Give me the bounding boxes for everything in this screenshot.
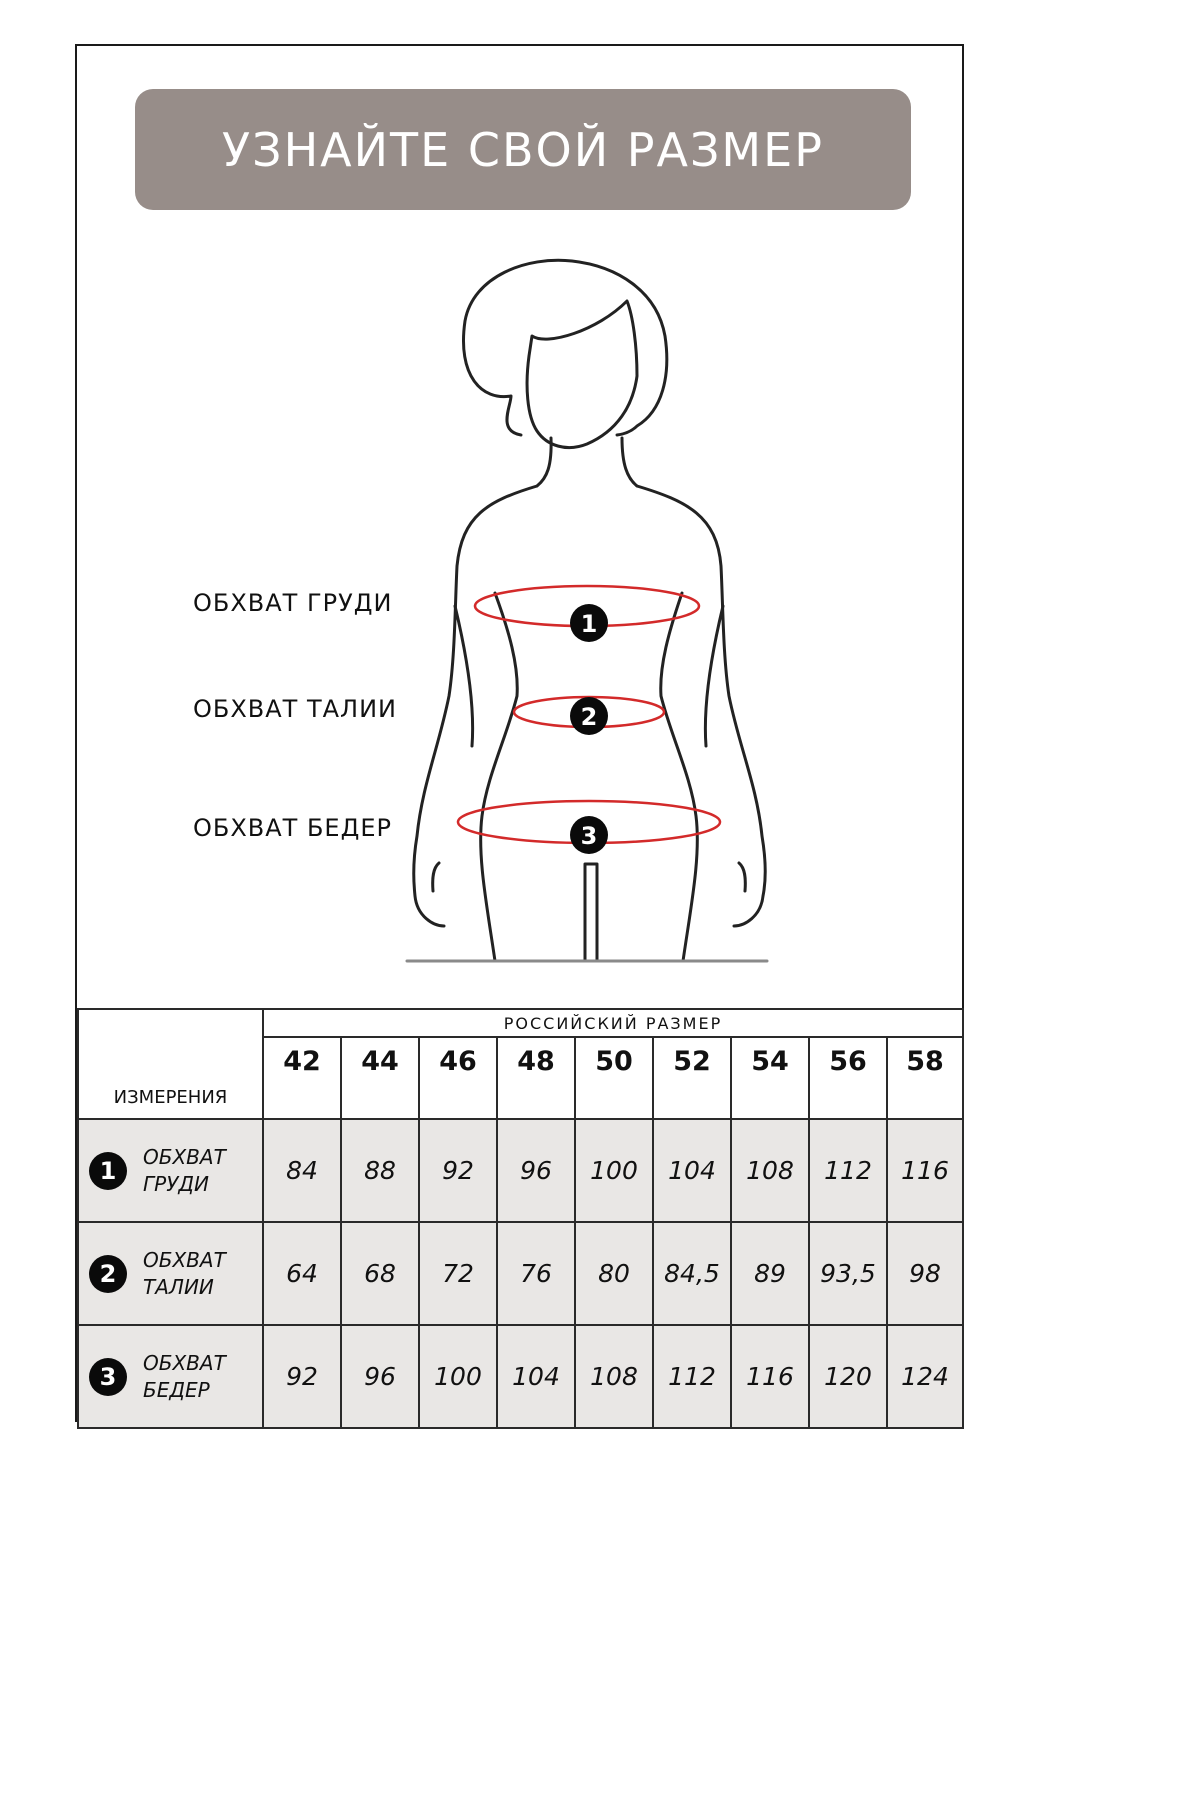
number-3-icon: 3 xyxy=(89,1358,127,1396)
body-measurement-figure xyxy=(77,46,962,1008)
table-cell: 92 xyxy=(419,1119,497,1222)
table-cell: 98 xyxy=(887,1222,963,1325)
row-label-line2: ГРУДИ xyxy=(143,1171,209,1196)
size-header: 56 xyxy=(809,1037,887,1119)
table-cell: 76 xyxy=(497,1222,575,1325)
marker-2-number: 2 xyxy=(580,703,598,731)
size-header: 42 xyxy=(263,1037,341,1119)
number-1-icon: 1 xyxy=(89,1152,127,1190)
table-cell: 72 xyxy=(419,1222,497,1325)
table-cell: 88 xyxy=(341,1119,419,1222)
table-cell: 100 xyxy=(575,1119,653,1222)
size-table xyxy=(77,1008,962,1429)
table-cell: 116 xyxy=(731,1325,809,1428)
size-header: 58 xyxy=(887,1037,963,1119)
table-cell: 116 xyxy=(887,1119,963,1222)
row-label-line1: ОБХВАТ xyxy=(143,1247,226,1272)
number-2-icon: 2 xyxy=(89,1255,127,1293)
row-label-line2: ТАЛИИ xyxy=(143,1274,214,1299)
table-cell: 104 xyxy=(497,1325,575,1428)
table-cell: 96 xyxy=(497,1119,575,1222)
table-cell: 96 xyxy=(341,1325,419,1428)
face-outline xyxy=(527,301,637,448)
row-label-waist xyxy=(78,1222,263,1325)
table-row xyxy=(78,1222,963,1325)
torso-right xyxy=(661,593,698,961)
row-label-line2: БЕДЕР xyxy=(143,1377,210,1402)
size-group-header: РОССИЙСКИЙ РАЗМЕР xyxy=(263,1009,963,1037)
leg-gap xyxy=(585,864,597,961)
table-row xyxy=(78,1119,963,1222)
page-title: УЗНАЙТЕ СВОЙ РАЗМЕР xyxy=(135,89,911,210)
row-label-line1: ОБХВАТ xyxy=(143,1350,226,1375)
table-cell: 84,5 xyxy=(653,1222,731,1325)
size-header: 54 xyxy=(731,1037,809,1119)
waist-label: ОБХВАТ ТАЛИИ xyxy=(193,695,397,723)
measure-header: ИЗМЕРЕНИЯ xyxy=(78,1009,263,1119)
table-cell: 68 xyxy=(341,1222,419,1325)
row-label-line1: ОБХВАТ xyxy=(143,1144,226,1169)
size-header: 44 xyxy=(341,1037,419,1119)
size-header: 46 xyxy=(419,1037,497,1119)
table-cell: 100 xyxy=(419,1325,497,1428)
hips-label: ОБХВАТ БЕДЕР xyxy=(193,814,392,842)
chest-label: ОБХВАТ ГРУДИ xyxy=(193,589,393,617)
table-cell: 120 xyxy=(809,1325,887,1428)
size-header: 48 xyxy=(497,1037,575,1119)
table-cell: 89 xyxy=(731,1222,809,1325)
table-cell: 124 xyxy=(887,1325,963,1428)
marker-1-number: 1 xyxy=(580,610,598,638)
size-chart-frame xyxy=(75,44,964,1422)
table-cell: 84 xyxy=(263,1119,341,1222)
table-cell: 108 xyxy=(575,1325,653,1428)
table-cell: 104 xyxy=(653,1119,731,1222)
table-cell: 93,5 xyxy=(809,1222,887,1325)
marker-3-number: 3 xyxy=(580,822,598,850)
table-cell: 92 xyxy=(263,1325,341,1428)
table-cell: 108 xyxy=(731,1119,809,1222)
table-cell: 112 xyxy=(653,1325,731,1428)
row-label-hips xyxy=(78,1325,263,1428)
table-row xyxy=(78,1325,963,1428)
table-cell: 64 xyxy=(263,1222,341,1325)
size-header: 52 xyxy=(653,1037,731,1119)
torso-left xyxy=(481,593,518,961)
row-label-chest xyxy=(78,1119,263,1222)
table-cell: 112 xyxy=(809,1119,887,1222)
table-cell: 80 xyxy=(575,1222,653,1325)
size-header: 50 xyxy=(575,1037,653,1119)
